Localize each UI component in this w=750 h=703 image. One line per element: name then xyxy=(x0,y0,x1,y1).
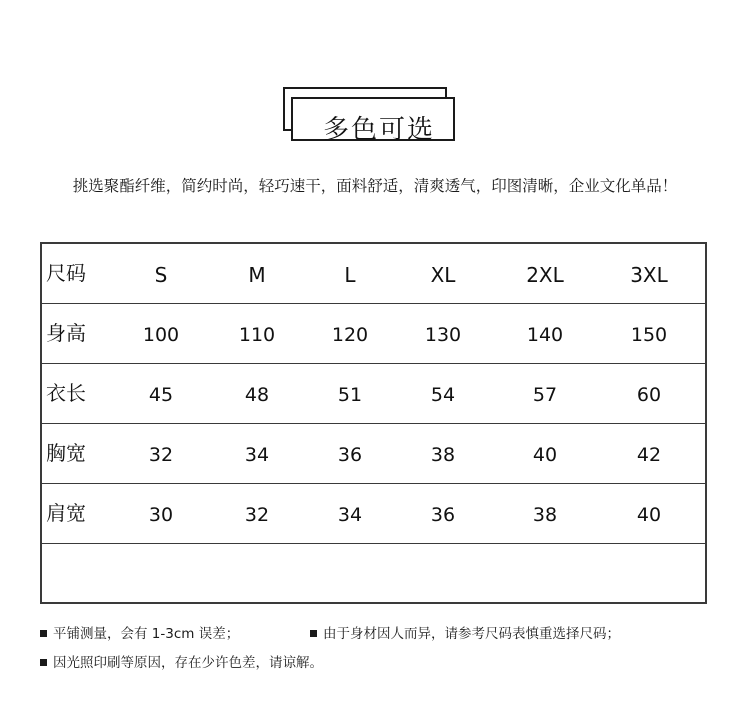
table-cell: 57 xyxy=(532,384,558,406)
bullet-square-icon xyxy=(40,630,47,637)
table-cell: 60 xyxy=(636,384,662,406)
table-cell: 32 xyxy=(244,504,270,526)
size-cell: 2XL xyxy=(526,263,564,287)
size-cell: S xyxy=(154,263,168,287)
table-cell: 40 xyxy=(532,444,558,466)
bullet-square-icon xyxy=(310,630,317,637)
row-label-height: 身高 xyxy=(46,321,86,345)
table-cell: 130 xyxy=(424,324,462,346)
table-cell: 150 xyxy=(630,324,668,346)
table-row-height xyxy=(42,304,705,364)
row-label-size: 尺码 xyxy=(46,261,86,285)
size-cell: 3XL xyxy=(630,263,668,287)
title-frame-front xyxy=(291,97,455,145)
table-row-chest xyxy=(42,424,705,484)
table-row-shoulder xyxy=(42,484,705,544)
note-block xyxy=(310,622,620,642)
bullet-square-icon xyxy=(40,659,47,666)
product-description: 挑选聚酯纤维，简约时尚，轻巧速干，面料舒适，清爽透气，印图清晰，企业文化单品！ xyxy=(72,177,678,195)
size-cell: XL xyxy=(430,263,456,287)
title-box xyxy=(283,87,455,145)
note-line-1 xyxy=(40,622,620,642)
table-cell: 34 xyxy=(337,504,363,526)
note-color: 因光照印刷等原因，存在少许色差，请谅解。 xyxy=(53,655,323,671)
table-cell: 40 xyxy=(636,504,662,526)
size-table xyxy=(40,242,707,604)
table-cell: 120 xyxy=(331,324,369,346)
table-cell: 34 xyxy=(244,444,270,466)
table-cell: 38 xyxy=(430,444,456,466)
row-label-length: 衣长 xyxy=(46,381,86,405)
table-cell: 36 xyxy=(430,504,456,526)
table-cell: 51 xyxy=(337,384,363,406)
size-cell: L xyxy=(344,263,356,287)
table-cell: 110 xyxy=(238,324,276,346)
table-row-length xyxy=(42,364,705,424)
table-cell: 48 xyxy=(244,384,270,406)
note-fit: 由于身材因人而异，请参考尺码表慎重选择尺码； xyxy=(323,626,620,642)
note-measurement: 平铺测量，会有 1-3cm 误差； xyxy=(53,626,240,642)
row-label-chest: 胸宽 xyxy=(46,441,86,465)
note-line-2 xyxy=(40,651,323,671)
table-cell: 100 xyxy=(142,324,180,346)
page-title: 多色可选 xyxy=(322,114,435,145)
table-cell: 30 xyxy=(148,504,174,526)
table-cell: 36 xyxy=(337,444,363,466)
table-cell: 140 xyxy=(526,324,564,346)
table-cell: 38 xyxy=(532,504,558,526)
table-cell: 54 xyxy=(430,384,456,406)
size-cell: M xyxy=(248,263,266,287)
table-cell: 45 xyxy=(148,384,174,406)
table-cell: 32 xyxy=(148,444,174,466)
table-cell: 42 xyxy=(636,444,662,466)
row-label-shoulder: 肩宽 xyxy=(46,501,86,525)
size-header-row xyxy=(42,244,705,304)
